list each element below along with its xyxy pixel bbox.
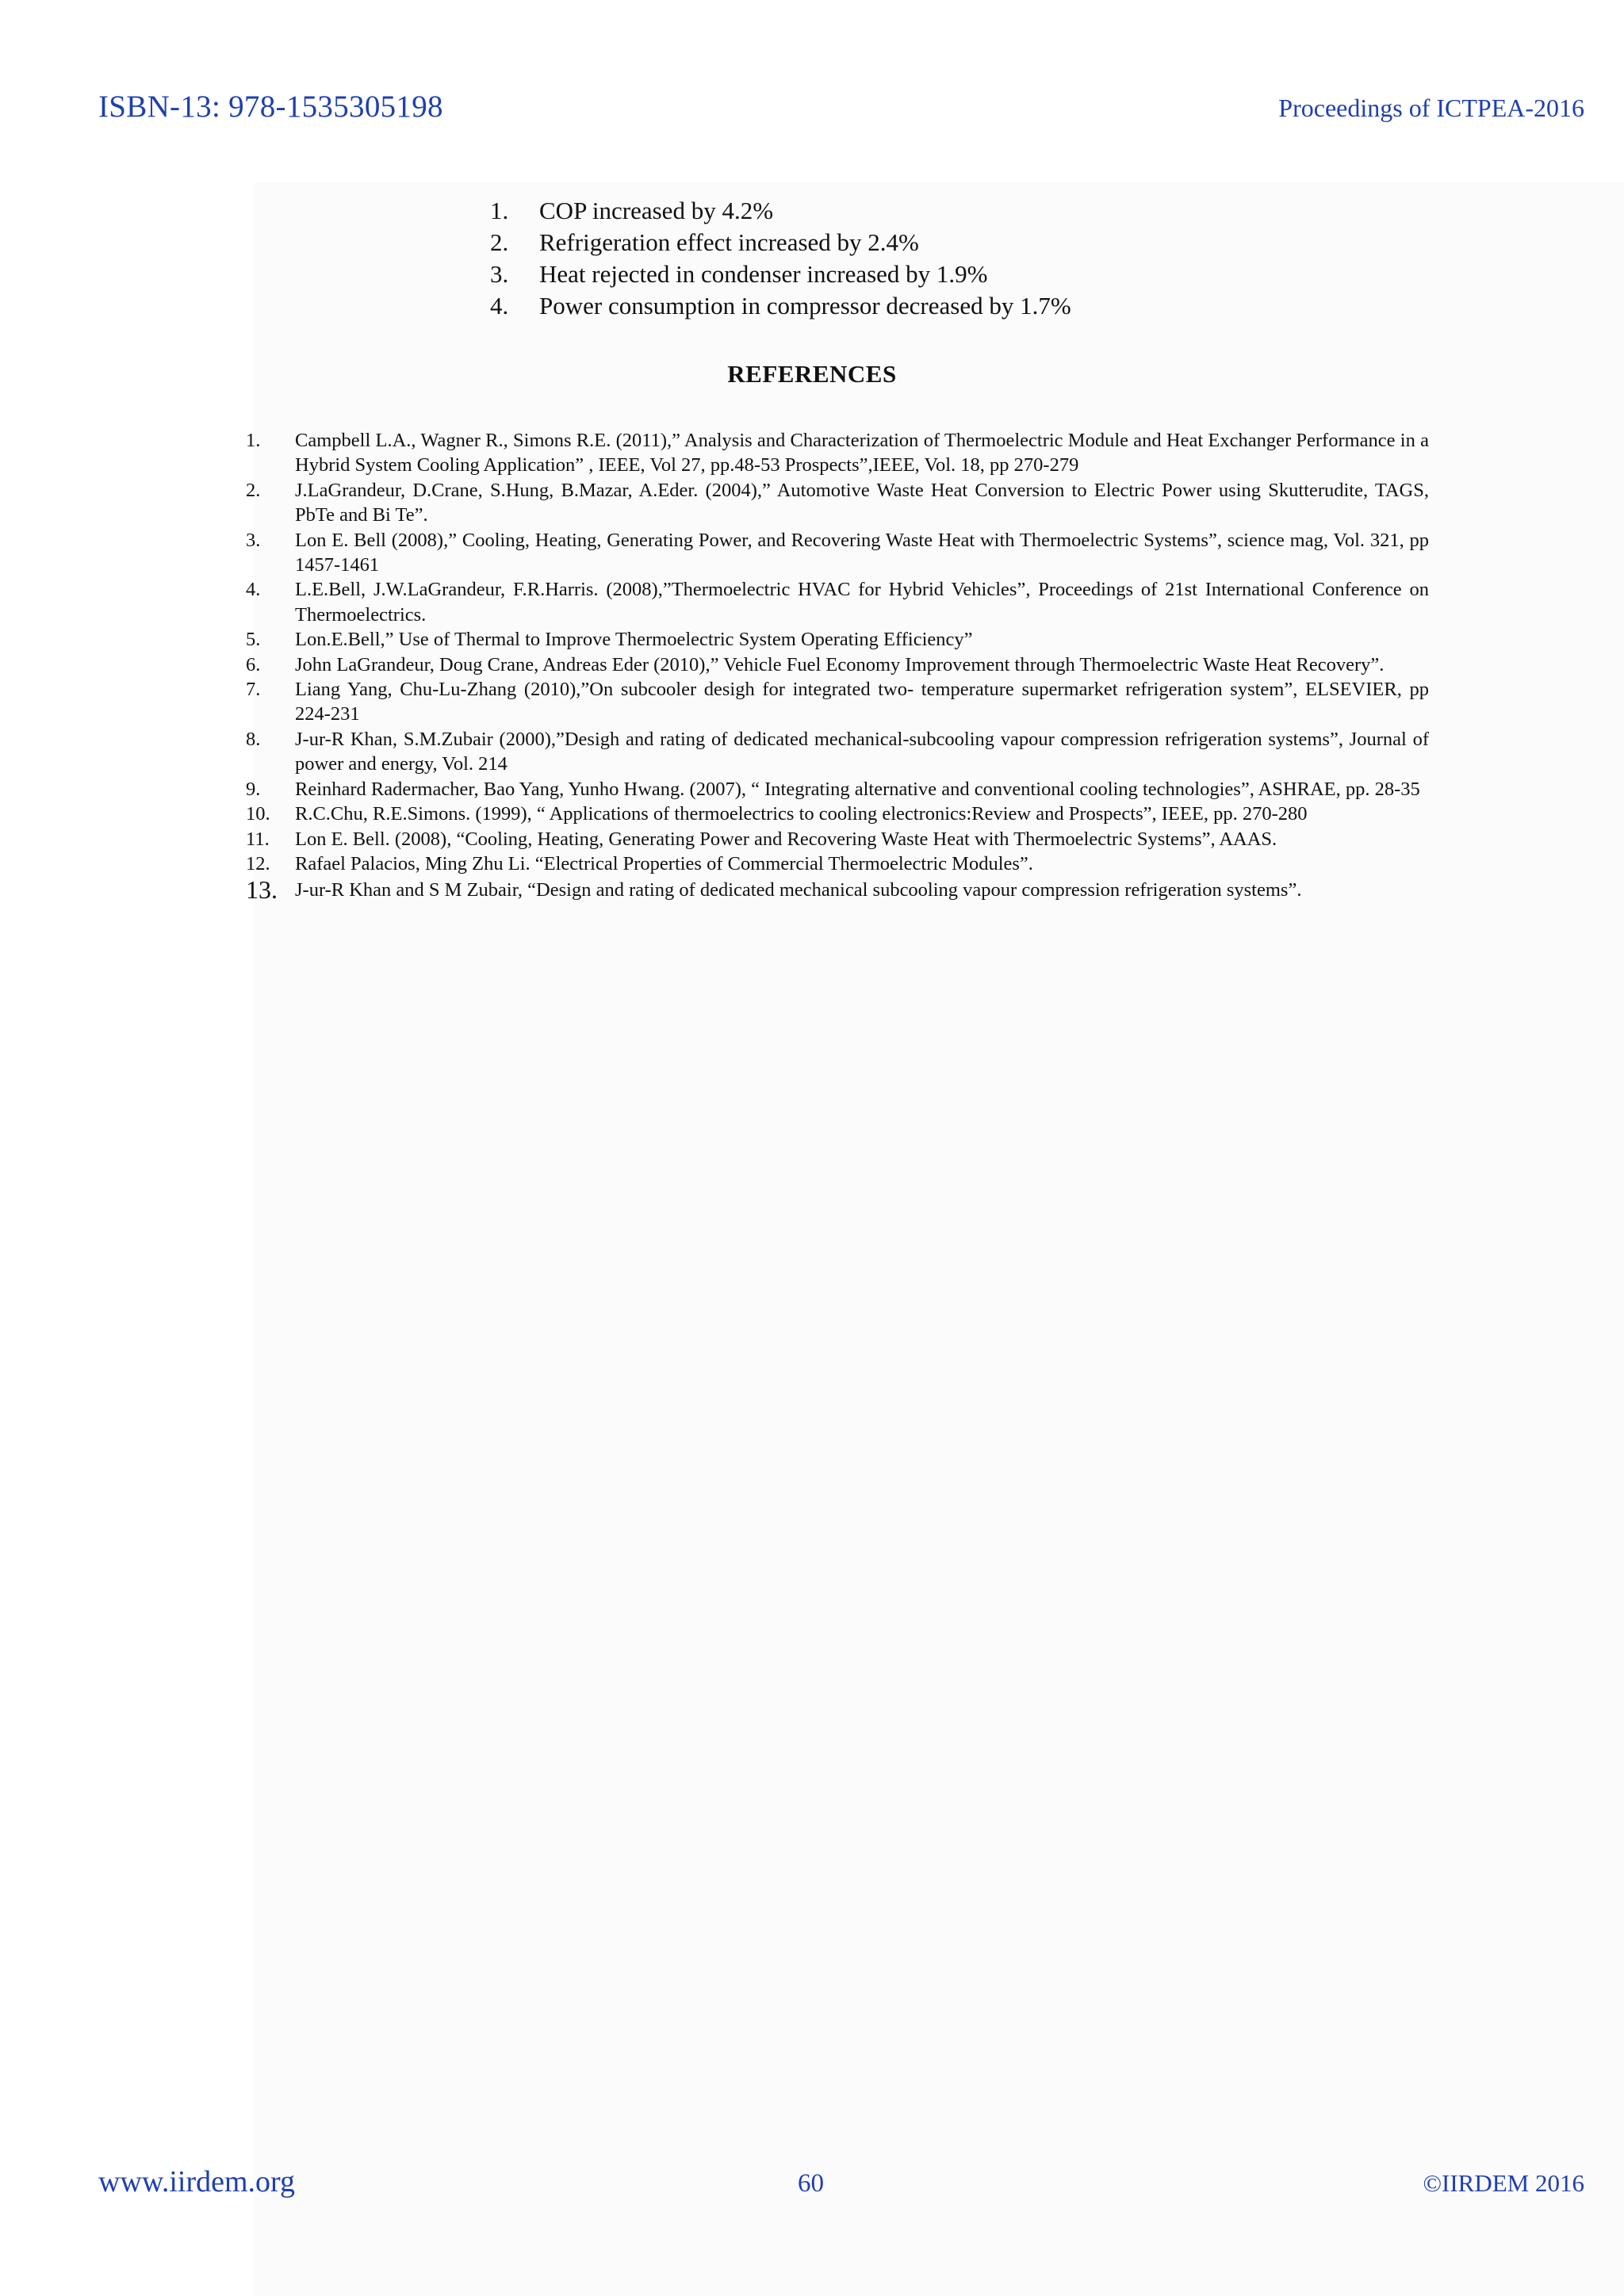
reference-list xyxy=(246,428,1429,903)
reference-number: 9. xyxy=(246,778,261,800)
reference-number: 3. xyxy=(246,529,261,551)
reference-item xyxy=(246,627,1429,652)
reference-text: John LaGrandeur, Doug Crane, Andreas Eder (2010),” Vehicle Fuel Economy Improvement through Thermoelectric Waste Heat Recovery”. xyxy=(295,653,1385,675)
reference-item xyxy=(246,827,1429,851)
reference-item xyxy=(246,577,1429,627)
reference-text: J.LaGrandeur, D.Crane, S.Hung, B.Mazar, A.Eder. (2004),” Automotive Waste Heat Conversion to Electric Power using Skutterudite, TAGS, PbTe and Bi Te”. xyxy=(295,479,1429,526)
conclusion-item xyxy=(490,195,1071,227)
reference-number: 12. xyxy=(246,852,270,874)
reference-text: J-ur-R Khan and S M Zubair, “Design and rating of dedicated mechanical subcooling vapour compression refrigeration systems”. xyxy=(295,879,1302,901)
reference-number: 1. xyxy=(246,430,261,451)
reference-text: Rafael Palacios, Ming Zhu Li. “Electrical Properties of Commercial Thermoelectric Modules”. xyxy=(295,852,1033,874)
reference-item xyxy=(246,677,1429,727)
conclusion-number: 3. xyxy=(490,260,509,288)
conclusion-number: 2. xyxy=(490,228,509,256)
reference-text: J-ur-R Khan, S.M.Zubair (2000),”Desigh and rating of dedicated mechanical-subcooling vapour compression refrigeration systems”, Journal of power and energy, Vol. 214 xyxy=(295,728,1429,775)
reference-item xyxy=(246,727,1429,777)
header-proceedings: Proceedings of ICTPEA-2016 xyxy=(1278,94,1584,122)
reference-text: Lon E. Bell. (2008), “Cooling, Heating, Generating Power and Recovering Waste Heat with Thermoelectric Systems”, AAAS. xyxy=(295,828,1277,850)
references-heading: REFERENCES xyxy=(727,360,897,388)
footer-copyright: ©IIRDEM 2016 xyxy=(1423,2169,1584,2197)
reference-number: 7. xyxy=(246,679,261,701)
footer-website: www.iirdem.org xyxy=(98,2165,296,2198)
conclusion-text: Heat rejected in condenser increased by 1.9% xyxy=(539,260,988,288)
reference-item xyxy=(246,875,1429,905)
reference-number: 13. xyxy=(246,875,278,905)
reference-number: 11. xyxy=(246,828,270,850)
reference-text: Lon E. Bell (2008),” Cooling, Heating, Generating Power, and Recovering Waste Heat with Thermoelectric Systems”, science mag, Vol. 321, pp 1457-1461 xyxy=(295,529,1429,576)
reference-item xyxy=(246,777,1429,802)
conclusion-item xyxy=(490,227,1071,258)
reference-number: 2. xyxy=(246,479,261,501)
conclusion-item xyxy=(490,258,1071,290)
conclusion-text: COP increased by 4.2% xyxy=(539,197,774,224)
reference-item xyxy=(246,652,1429,677)
reference-item xyxy=(246,528,1429,578)
reference-text: Lon.E.Bell,” Use of Thermal to Improve Thermoelectric System Operating Efficiency” xyxy=(295,629,973,651)
reference-item xyxy=(246,802,1429,826)
conclusion-number: 1. xyxy=(490,197,509,224)
conclusion-text: Refrigeration effect increased by 2.4% xyxy=(539,228,919,256)
reference-text: R.C.Chu, R.E.Simons. (1999), “ Applications of thermoelectrics to cooling electronics:Review and Prospects”, IEEE, pp. 270-280 xyxy=(295,803,1308,825)
conclusion-number: 4. xyxy=(490,292,509,320)
reference-number: 8. xyxy=(246,728,261,750)
header-isbn: ISBN-13: 978-1535305198 xyxy=(98,90,443,124)
reference-text: Reinhard Radermacher, Bao Yang, Yunho Hwang. (2007), “ Integrating alternative and conventional cooling technologies”, ASHRAE, pp. 28-35 xyxy=(295,778,1420,800)
reference-text: Campbell L.A., Wagner R., Simons R.E. (2011),” Analysis and Characterization of Thermoelectric Module and Heat Exchanger Performance in a Hybrid System Cooling Application” , IEEE, Vol 27, pp.48-53 Prospects”,IEEE, Vol. 18, pp 270-279 xyxy=(295,430,1429,476)
reference-item xyxy=(246,428,1429,478)
conclusion-list xyxy=(490,195,1071,322)
reference-number: 10. xyxy=(246,803,270,825)
reference-number: 5. xyxy=(246,629,261,651)
footer-page-number: 60 xyxy=(798,2169,824,2198)
reference-item xyxy=(246,478,1429,528)
reference-item xyxy=(246,851,1429,876)
reference-number: 4. xyxy=(246,579,261,601)
reference-text: L.E.Bell, J.W.LaGrandeur, F.R.Harris. (2008),”Thermoelectric HVAC for Hybrid Vehicles”, Proceedings of 21st International Conference on Thermoelectrics. xyxy=(295,579,1429,626)
conclusion-text: Power consumption in compressor decreased by 1.7% xyxy=(539,292,1071,320)
reference-text: Liang Yang, Chu-Lu-Zhang (2010),”On subcooler desigh for integrated two- temperature supermarket refrigeration system”, ELSEVIER, pp 224-231 xyxy=(295,679,1429,725)
conclusion-item xyxy=(490,290,1071,322)
reference-number: 6. xyxy=(246,653,261,675)
